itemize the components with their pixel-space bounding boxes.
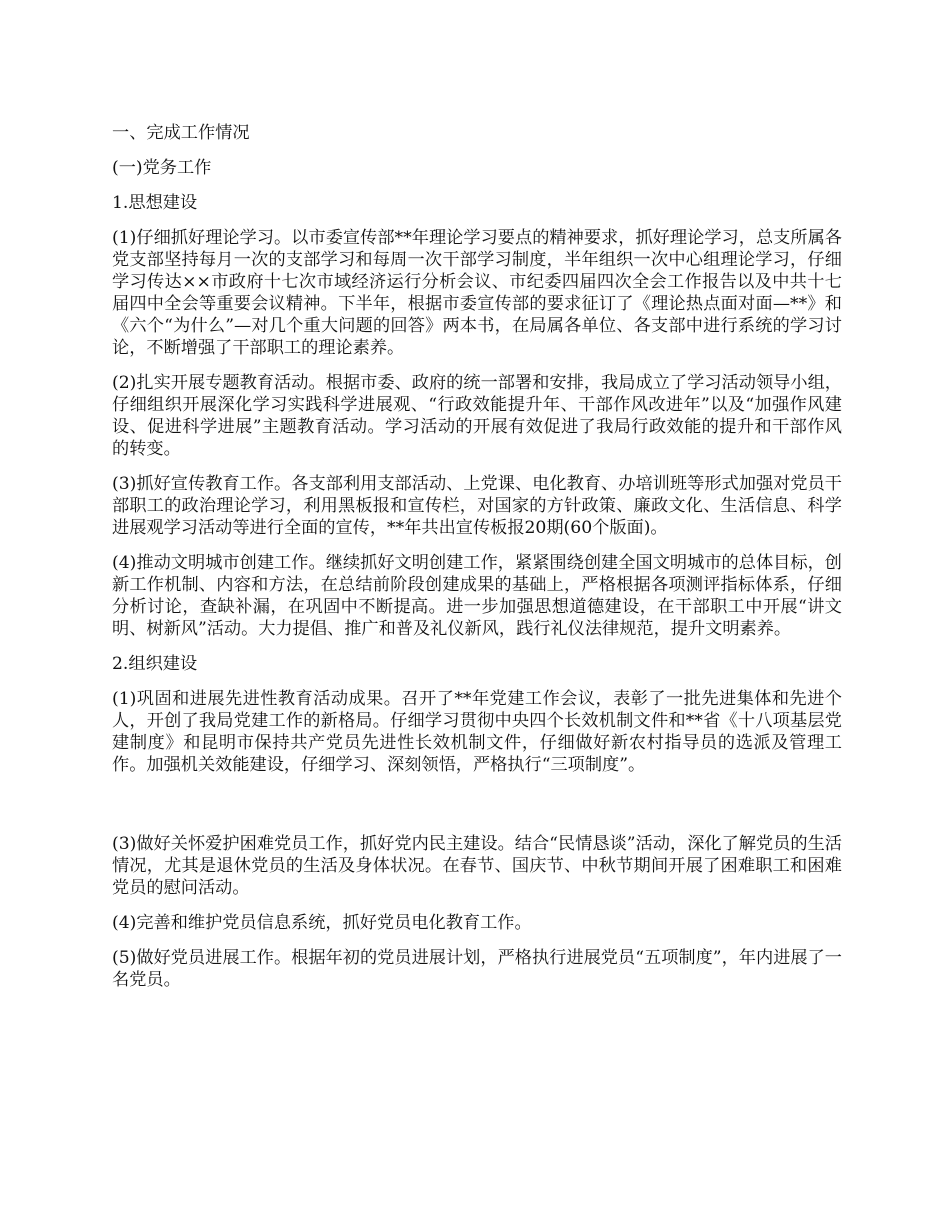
document-body [112, 122, 842, 1004]
paragraph-advanced-education: (1)巩固和进展先进性教育活动成果。召开了**年党建工作会议，表彰了一批先进集体和先进个人，开创了我局党建工作的新格局。仔细学习贯彻中央四个长效机制文件和**省《十八项基层党建制度》和昆明市保持共产党员先进性长效机制文件，仔细做好新农村指导员的选派及管理工作。加强机关效能建设，仔细学习、深刻领悟，严格执行“三项制度”。 [112, 689, 842, 775]
paragraph-member-development: (5)做好党员进展工作。根据年初的党员进展计划，严格执行进展党员“五项制度”，年内进展了一名党员。 [112, 948, 842, 990]
paragraph-info-system: (4)完善和维护党员信息系统，抓好党员电化教育工作。 [112, 913, 532, 933]
section-title-organization: 2.组织建设 [112, 654, 198, 674]
heading-level-1: 一、完成工作情况 [112, 123, 250, 143]
paragraph-thematic-education: (2)扎实开展专题教育活动。根据市委、政府的统一部署和安排，我局成立了学习活动领导小组，仔细组织开展深化学习实践科学进展观、“行政效能提升年、干部作风改进年”以及“加强作风建设、促进科学进展”主题教育活动。学习活动的开展有效促进了我局行政效能的提升和干部作风的转变。 [112, 373, 842, 459]
heading-level-2: (一)党务工作 [112, 158, 212, 178]
section-title-ideology: 1.思想建设 [112, 193, 198, 213]
paragraph-theory-study: (1)仔细抓好理论学习。以市委宣传部**年理论学习要点的精神要求，抓好理论学习，总支所属各党支部坚持每月一次的支部学习和每周一次干部学习制度，半年组织一次中心组理论学习，仔细学习传达××市政府十七次市域经济运行分析会议、市纪委四届四次全会工作报告以及中共十七届四中全会等重要会议精神。下半年，根据市委宣传部的要求征订了《理论热点面对面—**》和《六个“为什么”—对几个重大问题的回答》两本书，在局属各单位、各支部中进行系统的学习讨论，不断增强了干部职工的理论素养。 [112, 228, 842, 358]
blank-gap [112, 789, 842, 833]
paragraph-civilized-city: (4)推动文明城市创建工作。继续抓好文明创建工作，紧紧围绕创建全国文明城市的总体目标，创新工作机制、内容和方法，在总结前阶段创建成果的基础上，严格根据各项测评指标体系，仔细分析讨论，查缺补漏，在巩固中不断提高。进一步加强思想道德建设，在干部职工中开展“讲文明、树新风”活动。大力提倡、推广和普及礼仪新风，践行礼仪法律规范，提升文明素养。 [112, 553, 842, 639]
paragraph-publicity-education: (3)抓好宣传教育工作。各支部利用支部活动、上党课、电化教育、办培训班等形式加强对党员干部职工的政治理论学习，利用黑板报和宣传栏，对国家的方针政策、廉政文化、生活信息、科学进展观学习活动等进行全面的宣传，**年共出宣传板报20期(60个版面)。 [112, 474, 842, 538]
paragraph-care-for-members: (3)做好关怀爱护困难党员工作，抓好党内民主建设。结合“民情恳谈”活动，深化了解党员的生活情况，尤其是退休党员的生活及身体状况。在春节、国庆节、中秋节期间开展了困难职工和困难党员的慰问活动。 [112, 834, 842, 898]
